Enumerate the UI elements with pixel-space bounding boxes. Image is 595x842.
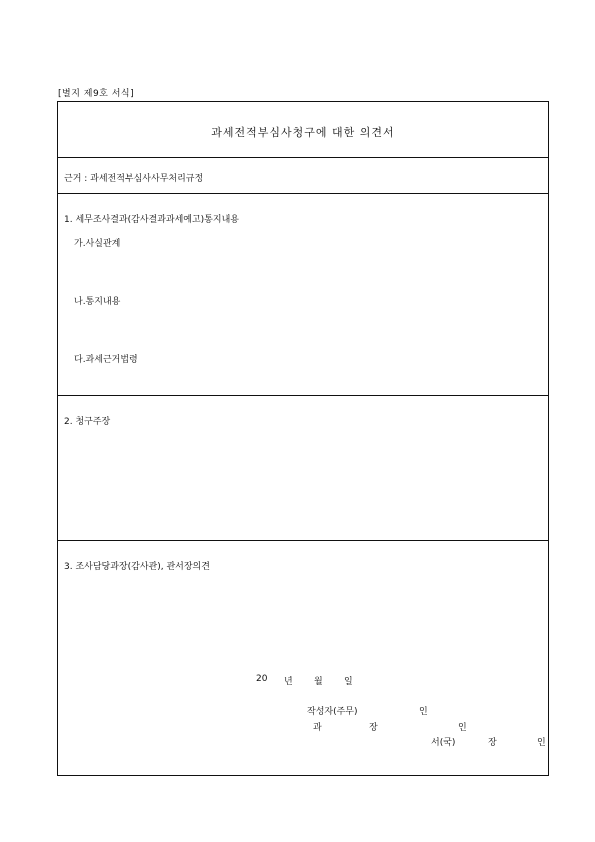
form-number-label: [별지 제9호 서식] <box>58 89 135 99</box>
manager-label-a: 과 <box>313 723 322 733</box>
item-tax-law: 다.과세근거법령 <box>74 355 138 365</box>
title-row <box>58 102 548 158</box>
writer-seal: 인 <box>419 707 428 717</box>
date-day-unit: 일 <box>344 677 353 687</box>
section3-heading: 3. 조사담당과장(감사관), 관서장의견 <box>64 562 210 572</box>
opinion-form <box>57 101 549 776</box>
office-head-label: 서(국) <box>431 738 456 748</box>
legal-basis: 근거 : 과세전적부심사사무처리규정 <box>64 174 204 184</box>
item-facts: 가.사실관계 <box>74 239 121 249</box>
date-month-unit: 월 <box>314 677 323 687</box>
date-year-unit: 년 <box>284 677 293 687</box>
section1-heading: 1. 세무조사결과(감사결과과세예고)통지내용 <box>64 215 239 225</box>
writer-label: 작성자(주무) <box>307 707 358 717</box>
section-notice-content <box>58 194 548 396</box>
form-title: 과세전적부심사청구에 대한 의견서 <box>211 126 395 139</box>
office-head-seal: 인 <box>537 738 546 748</box>
item-notice-details: 나.통지내용 <box>74 297 121 307</box>
manager-seal: 인 <box>458 723 467 733</box>
section-opinion <box>58 541 548 775</box>
section2-heading: 2. 청구주장 <box>64 417 111 427</box>
basis-row <box>58 158 548 194</box>
section-claim <box>58 396 548 541</box>
date-year: 20 <box>256 674 268 684</box>
office-head-label-b: 장 <box>488 738 497 748</box>
manager-label-b: 장 <box>369 723 378 733</box>
